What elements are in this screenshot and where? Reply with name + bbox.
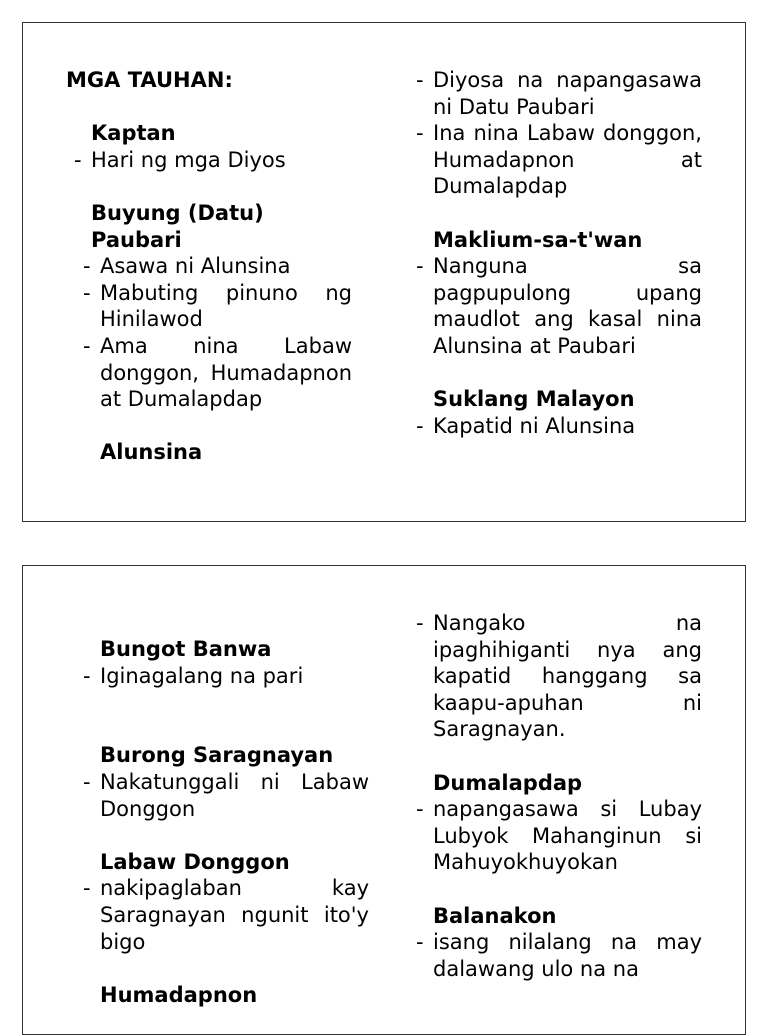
list-item: - napangasawa si Lubay Lubyok Mahanginun si Mahuyokhuyokan: [416, 796, 702, 876]
list-item: - Hari ng mga Diyos: [74, 147, 352, 174]
slide-1: [22, 22, 746, 522]
character-buyung-paubari: [66, 200, 352, 413]
list-item: - Asawa ni Alunsina: [83, 253, 352, 280]
character-traits: [416, 796, 702, 876]
character-name: Buyung (Datu) Paubari: [91, 200, 264, 252]
list-item: - Diyosa na napangasawa ni Datu Paubari: [416, 67, 702, 120]
list-item: - Mabuting pinuno ng Hinilawod: [83, 280, 352, 333]
list-item: - Nangako na ipaghihiganti nya ang kapatid hanggang sa kaapu-apuhan ni Saragnayan.: [416, 610, 702, 743]
character-name: Burong Saragnayan: [100, 743, 334, 768]
list-item: - isang nilalang na may dalawang ulo na na: [416, 929, 702, 982]
character-name: Suklang Malayon: [433, 387, 635, 412]
slide-1-right-column: [416, 67, 702, 439]
character-traits: [416, 67, 702, 200]
list-item: - Ina nina Labaw donggon, Humadapnon at Dumalapdap: [416, 120, 702, 200]
character-name: Bungot Banwa: [100, 637, 272, 661]
character-name: Balanakon: [433, 903, 557, 928]
list-item: - Ama nina Labaw donggon, Humadapnon at Dumalapdap: [83, 333, 352, 413]
character-traits: [83, 875, 369, 955]
list-item: - Nakatunggali ni Labaw Donggon: [83, 769, 369, 822]
page-title: MGA TAUHAN:: [66, 68, 233, 92]
character-name: Dumalapdap: [433, 770, 583, 795]
character-name: Humadapnon: [100, 982, 258, 1007]
character-traits: [83, 769, 369, 822]
character-traits: [74, 147, 352, 174]
list-item: - Nanguna sa pagpupulong upang maudlot ang kasal nina Alunsina at Paubari: [416, 253, 702, 359]
character-traits: [416, 253, 702, 359]
character-kaptan: [66, 120, 352, 173]
slide-2: [22, 565, 746, 1035]
character-name: Labaw Donggon: [100, 849, 290, 874]
character-traits: [66, 253, 352, 413]
character-traits: [416, 929, 702, 982]
character-name: Kaptan: [91, 121, 176, 146]
character-traits: [416, 610, 702, 743]
slide-2-left-column: [83, 636, 369, 1008]
slide-1-left-column: [66, 67, 352, 466]
list-item: - Kapatid ni Alunsina: [416, 413, 702, 440]
character-name: Maklium-sa-t'wan: [433, 227, 643, 252]
character-name: Alunsina: [100, 440, 203, 465]
character-traits: [416, 413, 702, 440]
slide-2-right-column: [416, 610, 702, 982]
list-item: - Iginagalang na pari: [83, 663, 369, 690]
character-traits: [83, 663, 369, 690]
list-item: - nakipaglaban kay Saragnayan ngunit ito'y bigo: [83, 875, 369, 955]
